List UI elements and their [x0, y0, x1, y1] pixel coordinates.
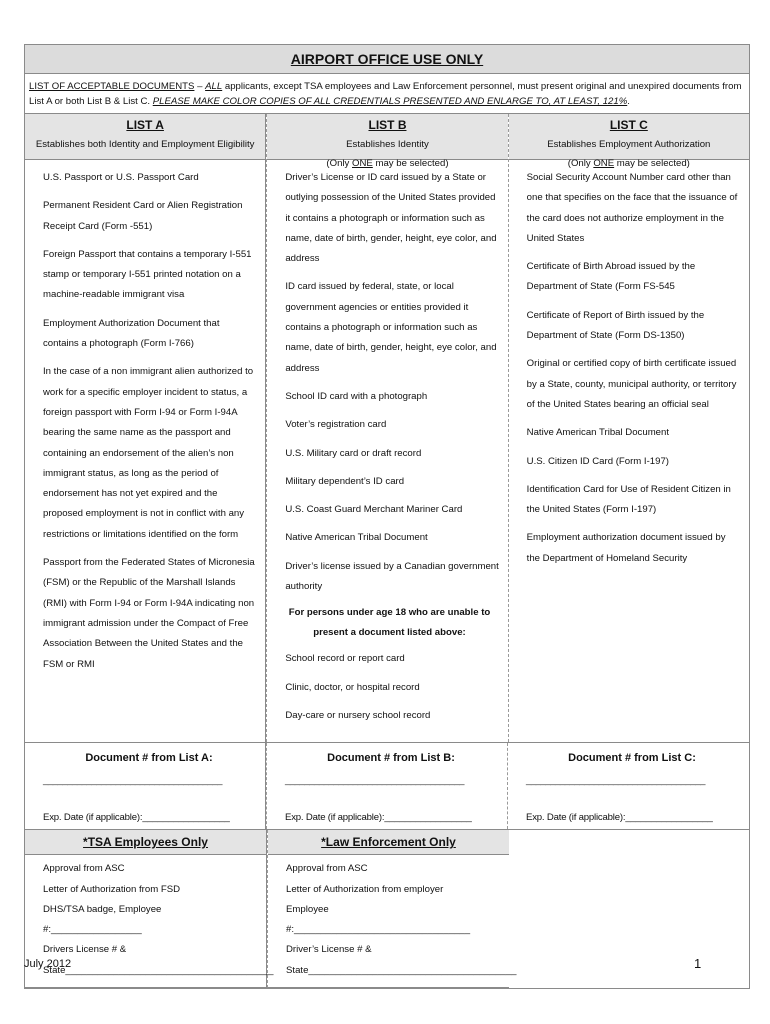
doc-c-exp-date[interactable]: Exp. Date (if applicable):_________________	[526, 812, 713, 824]
law-line: Driver’s License # &	[286, 944, 372, 956]
document-number-row	[25, 743, 749, 830]
list-item: Foreign Passport that contains a temporary I-551 stamp or temporary I-551 printed notation on a machine-readable immigrant visa	[43, 248, 252, 301]
tsa-line: Letter of Authorization from FSD	[43, 883, 181, 895]
list-c-description: Establishes Employment Authorization	[547, 139, 711, 150]
form-title: AIRPORT OFFICE USE ONLY	[25, 45, 749, 74]
list-item: U.S. Passport or U.S. Passport Card	[43, 172, 199, 183]
footer-date: July 2012	[24, 958, 72, 970]
list-c-items	[509, 160, 749, 585]
law-enforcement-cell	[267, 830, 517, 988]
doc-a-input-line[interactable]: _____________________________________	[43, 775, 222, 787]
list-item: Certificate of Birth Abroad issued by the Department of State (Form FS-545	[526, 261, 696, 293]
intro-emphasis: PLEASE MAKE COLOR COPIES OF ALL CREDENTIALS PRESENTED AND ENLARGE TO, AT LEAST, 121%	[152, 96, 628, 107]
list-item: Voter’s registration card	[285, 419, 387, 431]
list-b-items	[267, 160, 507, 742]
under-18-heading: For persons under age 18 who are unable to present a document listed above:	[288, 607, 491, 639]
list-item: Driver’s License or ID card issued by a State or outlying possession of the United States provided it contains a photograph or information such as name, date of birth, gender, height, eye color, and address	[285, 172, 497, 265]
list-item: Driver’s license issued by a Canadian government authority	[285, 560, 499, 593]
doc-b-label: Document # from List B:	[327, 752, 455, 765]
intro-dash: –	[194, 81, 206, 92]
doc-b-cell	[266, 743, 507, 829]
law-line[interactable]: Employee #:_________________________________	[286, 903, 471, 936]
list-item: School ID card with a photograph	[285, 390, 428, 402]
list-item: ID card issued by federal, state, or local government agencies or entities provided it contains a photograph or information such as name, date of birth, gender, height, eye color, and address	[285, 281, 497, 374]
doc-c-input-line[interactable]: _____________________________________	[526, 775, 705, 787]
list-item: Native American Tribal Document	[526, 427, 670, 439]
special-personnel-section	[25, 830, 517, 988]
document-lists	[25, 114, 749, 743]
list-c-header	[509, 114, 749, 169]
list-c-column	[508, 114, 749, 742]
list-item: Employment authorization document issued by the Department of Homeland Security	[526, 532, 726, 564]
list-item: U.S. Citizen ID Card (Form I-197)	[526, 455, 669, 467]
list-b-note: (Only ONE may be selected)	[326, 158, 449, 169]
list-item: Native American Tribal Document	[285, 532, 428, 544]
list-b-column	[266, 114, 507, 742]
doc-c-label: Document # from List C:	[568, 752, 696, 765]
tsa-line[interactable]: State_______________________________________	[43, 964, 274, 976]
law-line: Approval from ASC	[286, 863, 368, 875]
doc-b-input-line[interactable]: _____________________________________	[285, 775, 464, 787]
list-item: Certificate of Report of Birth issued by the Department of State (Form DS-1350)	[526, 309, 705, 342]
list-item: Day-care or nursery school record	[285, 709, 431, 721]
list-c-note: (Only ONE may be selected)	[567, 158, 690, 169]
doc-a-label: Document # from List A:	[85, 752, 213, 765]
intro-end: .	[627, 96, 630, 107]
list-item: Social Security Account Number card other than one that specifies on the face that the issuance of the card does not authorize employment in the United States	[526, 172, 738, 244]
list-item: Clinic, doctor, or hospital record	[285, 681, 420, 693]
airport-office-form	[24, 44, 750, 989]
law-heading: *Law Enforcement Only	[268, 830, 509, 855]
list-a-header	[25, 114, 265, 160]
list-item: Passport from the Federated States of Micronesia (FSM) or the Republic of the Marshall Islands (RMI) with Form I-94 or Form I-94A indicating non immigrant admission under the Compact of Free Association Between the United States and the FSM or RMI	[43, 557, 255, 670]
list-item: U.S. Military card or draft record	[285, 447, 422, 459]
intro-lead: LIST OF ACCEPTABLE DOCUMENTS	[29, 81, 195, 92]
tsa-line: Drivers License # &	[43, 944, 127, 956]
tsa-line[interactable]: DHS/TSA badge, Employee #:_________________	[43, 903, 162, 936]
list-item: Permanent Resident Card or Alien Registration Receipt Card (Form -551)	[43, 200, 243, 232]
list-item: School record or report card	[285, 653, 405, 665]
law-line[interactable]: State_______________________________________	[286, 964, 517, 976]
doc-a-cell	[25, 743, 266, 829]
list-b-title: LIST B	[368, 118, 407, 132]
list-item: Original or certified copy of birth certificate issued by a State, county, municipal authority, or territory of the United States bearing an official seal	[526, 358, 737, 410]
tsa-line: Approval from ASC	[43, 863, 125, 875]
intro-paragraph	[25, 74, 749, 114]
list-a-title: LIST A	[126, 118, 164, 132]
list-item: U.S. Coast Guard Merchant Mariner Card	[285, 504, 463, 516]
list-item: Employment Authorization Document that contains a photograph (Form I-766)	[43, 317, 220, 350]
law-line: Letter of Authorization from employer	[286, 883, 444, 895]
list-item: Identification Card for Use of Resident Citizen in the United States (Form I-197)	[526, 483, 731, 516]
page-number: 1	[694, 956, 702, 971]
intro-body: applicants, except TSA employees and Law Enforcement personnel, must present original and unexpired documents from List A or both List B & List C.	[29, 81, 742, 107]
list-a-column	[25, 114, 266, 742]
list-b-description: Establishes Identity	[346, 139, 429, 150]
doc-a-exp-date[interactable]: Exp. Date (if applicable):_________________	[43, 812, 230, 824]
doc-c-cell	[507, 743, 748, 829]
doc-b-exp-date[interactable]: Exp. Date (if applicable):_________________	[285, 812, 472, 824]
list-item: In the case of a non immigrant alien authorized to work for a specific employer incident to status, a foreign passport with Form I-94 or Form I-94A bearing the same name as the passport and containing an endorsement of the alien’s non immigrant status, as long as the period of endorsement has not yet expired and the proposed employment is not in conflict with any restrictions or limitations identified on the form	[43, 366, 254, 540]
law-lines	[268, 855, 517, 987]
list-c-title: LIST C	[609, 118, 648, 132]
list-a-items	[25, 160, 265, 691]
list-a-description: Establishes both Identity and Employment Eligibility	[35, 139, 255, 150]
list-item: Military dependent’s ID card	[285, 475, 405, 487]
intro-all: ALL	[205, 81, 223, 92]
tsa-heading: *TSA Employees Only	[25, 830, 266, 855]
list-b-header	[267, 114, 507, 169]
